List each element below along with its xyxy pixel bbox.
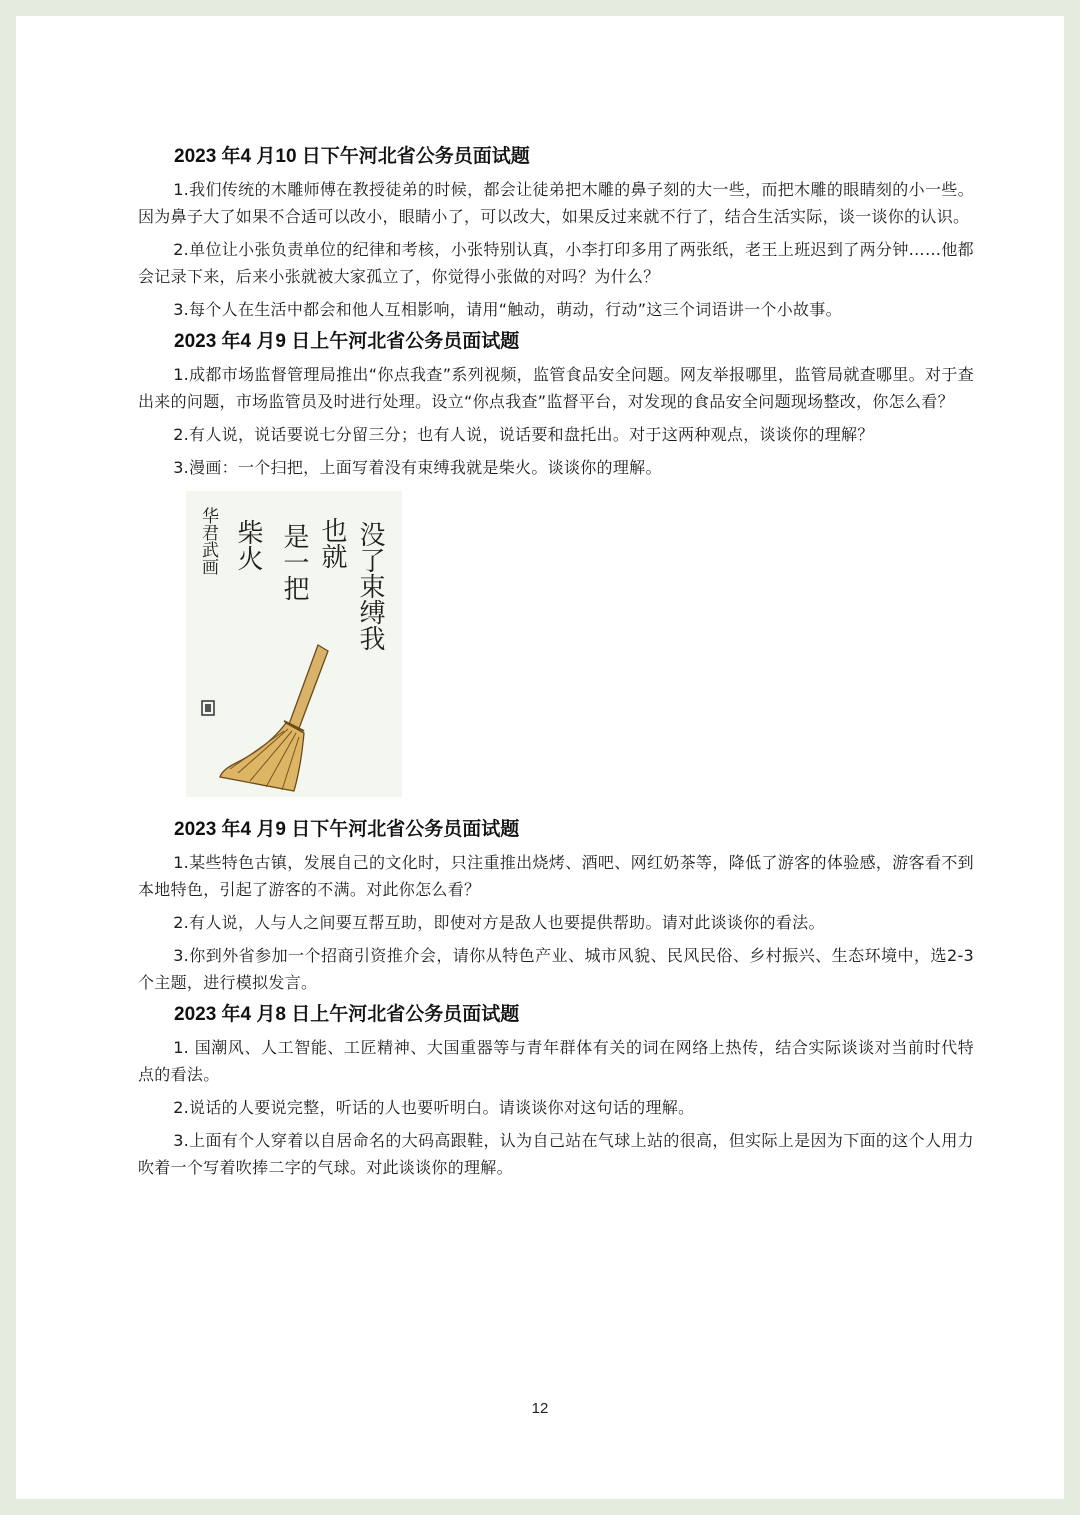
section-apr9-pm — [138, 817, 974, 996]
question-3: 3.每个人在生活中都会和他人互相影响，请用“触动，萌动，行动”这三个词语讲一个小故事。 — [173, 300, 842, 319]
question-2: 2.单位让小张负责单位的纪律和考核，小张特别认真，小李打印多用了两张纸，老王上班迟到了两分钟……他都会记录下来，后来小张就被大家孤立了，你觉得小张做的对吗？为什么？ — [138, 240, 974, 286]
calligraphy-column-1: 没了束缚我 — [355, 521, 385, 651]
calligraphy-signature: 华君武画 — [198, 507, 218, 575]
document-page — [16, 16, 1064, 1499]
section-title: 2023 年4 月9 日下午河北省公务员面试题 — [174, 819, 520, 840]
question-3: 3.上面有个人穿着以自居命名的大码高跟鞋，认为自己站在气球上站的很高，但实际上是因为下面的这个人用力吹着一个写着吹捧二字的气球。对此谈谈你的理解。 — [138, 1131, 974, 1177]
question-2: 2.有人说，说话要说七分留三分；也有人说，说话要和盘托出。对于这两种观点，谈谈你的理解？ — [173, 425, 874, 444]
question-1: 1.我们传统的木雕师傅在教授徒弟的时候，都会让徒弟把木雕的鼻子刻的大一些，而把木雕的眼睛刻的小一些。因为鼻子大了如果不合适可以改小，眼睛小了，可以改大，如果反过来就不行了，结合生活实际，谈一谈你的认识。 — [138, 180, 974, 226]
calligraphy-column-2: 也就 — [317, 517, 347, 569]
section-apr10-pm — [138, 144, 974, 323]
question-1: 1.成都市场监督管理局推出“你点我查”系列视频，监管食品安全问题。网友举报哪里，监管局就查哪里。对于查出来的问题，市场监管员及时进行处理。设立“你点我查”监督平台，对发现的食品安全问题现场整改，你怎么看？ — [138, 365, 974, 411]
question-1: 1.某些特色古镇，发展自己的文化时，只注重推出烧烤、酒吧、网红奶茶等，降低了游客的体验感，游客看不到本地特色，引起了游客的不满。对此你怎么看？ — [138, 853, 974, 899]
question-3: 3.你到外省参加一个招商引资推介会，请你从特色产业、城市风貌、民风民俗、乡村振兴、生态环境中，选2-3 个主题，进行模拟发言。 — [138, 946, 974, 992]
question-2: 2.说话的人要说完整，听话的人也要听明白。请谈谈你对这句话的理解。 — [173, 1098, 695, 1117]
page-content — [138, 144, 974, 1187]
question-1: 1. 国潮风、人工智能、工匠精神、大国重器等与青年群体有关的词在网络上热传，结合实际谈谈对当前时代特点的看法。 — [138, 1038, 974, 1084]
section-apr9-am — [138, 329, 974, 481]
section-title: 2023 年4 月10 日下午河北省公务员面试题 — [174, 146, 530, 167]
section-title: 2023 年4 月9 日上午河北省公务员面试题 — [174, 331, 520, 352]
question-2: 2.有人说，人与人之间要互帮互助，即使对方是敌人也要提供帮助。请对此谈谈你的看法。 — [173, 913, 825, 932]
section-title: 2023 年4 月8 日上午河北省公务员面试题 — [174, 1004, 520, 1025]
question-3: 3.漫画：一个扫把，上面写着没有束缚我就是柴火。谈谈你的理解。 — [173, 458, 662, 477]
broom-cartoon-image — [186, 491, 402, 797]
page-number: 12 — [531, 1400, 549, 1417]
calligraphy-column-4: 柴火 — [233, 519, 263, 571]
calligraphy-column-3: 是一把 — [279, 523, 309, 601]
section-apr8-am — [138, 1002, 974, 1181]
